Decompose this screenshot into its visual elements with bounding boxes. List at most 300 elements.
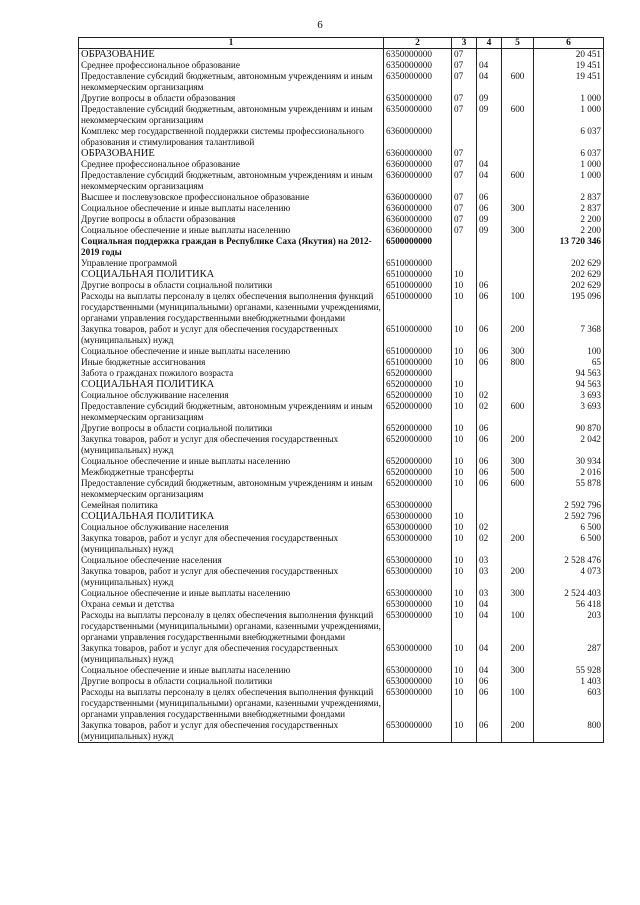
row-expense-type (502, 599, 534, 610)
row-name: Охрана семьи и детства (79, 599, 384, 610)
row-subsection: 06 (477, 687, 502, 720)
row-section: 10 (452, 533, 477, 555)
row-sum: 800 (534, 720, 604, 743)
row-subsection: 06 (477, 478, 502, 500)
row-name: Закупка товаров, работ и услуг для обеспечения государственных (муниципальных) нужд (79, 434, 384, 456)
row-section: 10 (452, 291, 477, 324)
table-row (79, 269, 604, 280)
table-row (79, 390, 604, 401)
row-subsection: 04 (477, 60, 502, 71)
table-row (79, 555, 604, 566)
row-section: 07 (452, 93, 477, 104)
row-name: Другие вопросы в области социальной политики (79, 280, 384, 291)
row-sum: 2 016 (534, 467, 604, 478)
row-target-code: 6520000000 (384, 456, 452, 467)
row-subsection: 02 (477, 522, 502, 533)
row-target-code: 6520000000 (384, 368, 452, 379)
row-expense-type (502, 126, 534, 148)
row-sum: 94 563 (534, 379, 604, 390)
row-sum: 56 418 (534, 599, 604, 610)
row-name: Другие вопросы в области образования (79, 93, 384, 104)
row-expense-type (502, 423, 534, 434)
page-number: 6 (317, 19, 323, 31)
row-sum: 6 037 (534, 148, 604, 159)
row-section: 10 (452, 324, 477, 346)
row-expense-type (502, 60, 534, 71)
table-row (79, 687, 604, 720)
row-expense-type (502, 258, 534, 269)
row-section: 10 (452, 434, 477, 456)
table-row (79, 368, 604, 379)
table-row (79, 346, 604, 357)
table-row (79, 49, 604, 61)
row-target-code: 6360000000 (384, 126, 452, 148)
row-subsection: 06 (477, 280, 502, 291)
row-name: Закупка товаров, работ и услуг для обеспечения государственных (муниципальных) нужд (79, 324, 384, 346)
table-row (79, 379, 604, 390)
row-section: 10 (452, 379, 477, 390)
row-section: 10 (452, 357, 477, 368)
row-section: 10 (452, 478, 477, 500)
row-expense-type: 600 (502, 71, 534, 93)
header-col-subsection: 4 (477, 38, 502, 49)
row-section: 07 (452, 170, 477, 192)
row-expense-type (502, 511, 534, 522)
row-subsection: 03 (477, 566, 502, 588)
table-row (79, 71, 604, 93)
row-target-code: 6510000000 (384, 280, 452, 291)
table-row (79, 720, 604, 743)
row-sum: 2 592 796 (534, 511, 604, 522)
table-row (79, 60, 604, 71)
row-target-code: 6360000000 (384, 192, 452, 203)
row-sum: 2 200 (534, 214, 604, 225)
row-target-code: 6510000000 (384, 258, 452, 269)
row-expense-type: 600 (502, 401, 534, 423)
row-section: 10 (452, 467, 477, 478)
row-target-code: 6530000000 (384, 665, 452, 676)
row-target-code: 6530000000 (384, 533, 452, 555)
row-section: 10 (452, 423, 477, 434)
row-sum: 13 720 346 (534, 236, 604, 258)
row-subsection: 04 (477, 170, 502, 192)
table-row (79, 500, 604, 511)
row-subsection: 06 (477, 192, 502, 203)
row-target-code: 6520000000 (384, 434, 452, 456)
row-section: 10 (452, 346, 477, 357)
row-expense-type (502, 148, 534, 159)
row-expense-type (502, 93, 534, 104)
row-subsection: 04 (477, 159, 502, 170)
budget-table (78, 37, 604, 743)
row-sum: 6 500 (534, 522, 604, 533)
row-target-code: 6530000000 (384, 676, 452, 687)
row-name: Расходы на выплаты персоналу в целях обеспечения выполнения функций государственными (муниципальными) органами, казенными учреждениями, органами управления государственными внебюджетными фондами (79, 687, 384, 720)
row-expense-type: 300 (502, 588, 534, 599)
row-target-code: 6530000000 (384, 511, 452, 522)
row-expense-type: 300 (502, 665, 534, 676)
row-name: ОБРАЗОВАНИЕ (79, 148, 384, 159)
row-subsection: 06 (477, 434, 502, 456)
row-subsection: 02 (477, 390, 502, 401)
row-name: СОЦИАЛЬНАЯ ПОЛИТИКА (79, 379, 384, 390)
table-row (79, 533, 604, 555)
table-row (79, 434, 604, 456)
row-target-code: 6360000000 (384, 170, 452, 192)
row-expense-type: 200 (502, 324, 534, 346)
row-target-code: 6520000000 (384, 390, 452, 401)
row-expense-type (502, 379, 534, 390)
row-target-code: 6350000000 (384, 60, 452, 71)
row-expense-type (502, 280, 534, 291)
row-sum: 3 693 (534, 401, 604, 423)
row-subsection: 09 (477, 214, 502, 225)
row-subsection (477, 258, 502, 269)
row-subsection: 06 (477, 676, 502, 687)
row-subsection: 06 (477, 346, 502, 357)
row-target-code: 6510000000 (384, 346, 452, 357)
table-row (79, 643, 604, 665)
row-expense-type (502, 555, 534, 566)
row-expense-type: 600 (502, 170, 534, 192)
row-target-code: 6530000000 (384, 599, 452, 610)
table-row (79, 280, 604, 291)
row-name: Расходы на выплаты персоналу в целях обеспечения выполнения функций государственными (муниципальными) органами, казенными учреждениями, органами управления государственными внебюджетными фондами (79, 610, 384, 643)
row-sum: 6 037 (534, 126, 604, 148)
row-expense-type: 200 (502, 434, 534, 456)
row-expense-type: 300 (502, 203, 534, 214)
row-subsection (477, 379, 502, 390)
row-name: Предоставление субсидий бюджетным, автономным учреждениям и иным некоммерческим организациям (79, 104, 384, 126)
row-sum: 603 (534, 687, 604, 720)
row-expense-type (502, 390, 534, 401)
row-sum: 19 451 (534, 71, 604, 93)
row-sum: 30 934 (534, 456, 604, 467)
row-sum: 2 200 (534, 225, 604, 236)
row-target-code: 6530000000 (384, 522, 452, 533)
row-section: 10 (452, 511, 477, 522)
row-subsection: 04 (477, 71, 502, 93)
row-subsection (477, 126, 502, 148)
row-expense-type (502, 214, 534, 225)
row-subsection: 04 (477, 610, 502, 643)
row-name: Социальное обеспечение и иные выплаты населению (79, 225, 384, 236)
row-subsection (477, 500, 502, 511)
row-name: Социальное обеспечение населения (79, 555, 384, 566)
row-section: 10 (452, 687, 477, 720)
row-sum: 1 000 (534, 170, 604, 192)
row-name: Социальное обеспечение и иные выплаты населению (79, 588, 384, 599)
row-subsection (477, 49, 502, 61)
row-subsection: 02 (477, 401, 502, 423)
row-section: 07 (452, 203, 477, 214)
row-subsection (477, 236, 502, 258)
table-row (79, 126, 604, 148)
table-row (79, 148, 604, 159)
row-name: Предоставление субсидий бюджетным, автономным учреждениям и иным некоммерческим организациям (79, 170, 384, 192)
row-section: 10 (452, 599, 477, 610)
row-name: Закупка товаров, работ и услуг для обеспечения государственных (муниципальных) нужд (79, 533, 384, 555)
row-target-code: 6530000000 (384, 588, 452, 599)
row-expense-type: 600 (502, 478, 534, 500)
row-expense-type (502, 676, 534, 687)
row-sum: 20 451 (534, 49, 604, 61)
row-subsection: 02 (477, 533, 502, 555)
row-expense-type: 100 (502, 610, 534, 643)
row-name: Социальное обслуживание населения (79, 522, 384, 533)
row-expense-type: 300 (502, 225, 534, 236)
row-name: Предоставление субсидий бюджетным, автономным учреждениям и иным некоммерческим организациям (79, 401, 384, 423)
row-name: Семейная политика (79, 500, 384, 511)
table-row (79, 236, 604, 258)
table-row (79, 258, 604, 269)
row-section: 07 (452, 60, 477, 71)
row-subsection: 06 (477, 423, 502, 434)
row-sum: 195 096 (534, 291, 604, 324)
row-sum: 6 500 (534, 533, 604, 555)
row-expense-type (502, 159, 534, 170)
row-section: 07 (452, 159, 477, 170)
row-subsection: 09 (477, 225, 502, 236)
row-expense-type: 300 (502, 346, 534, 357)
row-expense-type (502, 49, 534, 61)
row-sum: 7 368 (534, 324, 604, 346)
row-name: Управление программой (79, 258, 384, 269)
row-section (452, 500, 477, 511)
table-row (79, 192, 604, 203)
row-target-code: 6510000000 (384, 269, 452, 280)
row-sum: 202 629 (534, 280, 604, 291)
row-sum: 1 000 (534, 104, 604, 126)
row-subsection: 06 (477, 357, 502, 368)
header-row (79, 38, 604, 49)
row-subsection: 06 (477, 324, 502, 346)
row-subsection: 06 (477, 456, 502, 467)
row-expense-type (502, 192, 534, 203)
row-target-code: 6350000000 (384, 71, 452, 93)
row-sum: 3 693 (534, 390, 604, 401)
row-target-code: 6510000000 (384, 324, 452, 346)
row-sum: 55 878 (534, 478, 604, 500)
row-subsection: 06 (477, 291, 502, 324)
row-subsection: 04 (477, 643, 502, 665)
table-row (79, 522, 604, 533)
table-row (79, 423, 604, 434)
row-name: СОЦИАЛЬНАЯ ПОЛИТИКА (79, 511, 384, 522)
row-section: 07 (452, 49, 477, 61)
row-name: Социальная поддержка граждан в Республике Саха (Якутия) на 2012-2019 годы (79, 236, 384, 258)
row-expense-type (502, 269, 534, 280)
row-name: Среднее профессиональное образование (79, 60, 384, 71)
row-name: Высшее и послевузовское профессиональное образование (79, 192, 384, 203)
row-section: 10 (452, 280, 477, 291)
row-subsection: 09 (477, 104, 502, 126)
row-expense-type (502, 522, 534, 533)
row-expense-type (502, 500, 534, 511)
row-name: Социальное обеспечение и иные выплаты населению (79, 203, 384, 214)
header-col-sum: 6 (534, 38, 604, 49)
row-subsection: 06 (477, 203, 502, 214)
table-row (79, 456, 604, 467)
table-row (79, 225, 604, 236)
row-subsection (477, 511, 502, 522)
row-sum: 2 592 796 (534, 500, 604, 511)
row-section: 07 (452, 71, 477, 93)
row-expense-type: 500 (502, 467, 534, 478)
row-subsection: 03 (477, 555, 502, 566)
row-name: Закупка товаров, работ и услуг для обеспечения государственных (муниципальных) нужд (79, 566, 384, 588)
row-section: 07 (452, 192, 477, 203)
row-expense-type (502, 236, 534, 258)
row-target-code: 6510000000 (384, 291, 452, 324)
row-section: 07 (452, 214, 477, 225)
row-subsection: 06 (477, 720, 502, 743)
row-name: Закупка товаров, работ и услуг для обеспечения государственных (муниципальных) нужд (79, 720, 384, 743)
table-row (79, 467, 604, 478)
row-sum: 4 073 (534, 566, 604, 588)
header-col-expense-type: 5 (502, 38, 534, 49)
row-section: 10 (452, 456, 477, 467)
table-row (79, 566, 604, 588)
table-row (79, 478, 604, 500)
row-section: 10 (452, 269, 477, 280)
row-sum: 202 629 (534, 269, 604, 280)
row-name: Другие вопросы в области социальной политики (79, 423, 384, 434)
row-expense-type (502, 368, 534, 379)
row-name: Социальное обеспечение и иные выплаты населению (79, 665, 384, 676)
row-expense-type: 300 (502, 456, 534, 467)
table-row (79, 214, 604, 225)
row-name: Закупка товаров, работ и услуг для обеспечения государственных (муниципальных) нужд (79, 643, 384, 665)
row-subsection (477, 269, 502, 280)
header-col-name: 1 (79, 38, 384, 49)
table-row (79, 599, 604, 610)
row-sum: 94 563 (534, 368, 604, 379)
row-sum: 2 042 (534, 434, 604, 456)
row-name: Социальное обеспечение и иные выплаты населению (79, 346, 384, 357)
row-section: 10 (452, 720, 477, 743)
row-sum: 2 528 476 (534, 555, 604, 566)
row-target-code: 6360000000 (384, 214, 452, 225)
row-name: ОБРАЗОВАНИЕ (79, 49, 384, 61)
row-target-code: 6350000000 (384, 49, 452, 61)
header-col-section: 3 (452, 38, 477, 49)
row-expense-type: 800 (502, 357, 534, 368)
row-name: Иные бюджетные ассигнования (79, 357, 384, 368)
row-sum: 19 451 (534, 60, 604, 71)
row-sum: 2 837 (534, 203, 604, 214)
row-section: 10 (452, 588, 477, 599)
row-target-code: 6360000000 (384, 148, 452, 159)
row-target-code: 6360000000 (384, 203, 452, 214)
row-sum: 2 837 (534, 192, 604, 203)
row-name: Другие вопросы в области образования (79, 214, 384, 225)
row-subsection: 04 (477, 599, 502, 610)
row-expense-type: 100 (502, 291, 534, 324)
row-section (452, 236, 477, 258)
row-subsection: 06 (477, 467, 502, 478)
row-target-code: 6510000000 (384, 357, 452, 368)
row-name: Комплекс мер государственной поддержки системы профессионального образования и стимулирования талантливой (79, 126, 384, 148)
row-expense-type: 100 (502, 687, 534, 720)
row-section: 07 (452, 148, 477, 159)
row-section: 10 (452, 665, 477, 676)
row-target-code: 6360000000 (384, 159, 452, 170)
row-target-code: 6530000000 (384, 643, 452, 665)
table-row (79, 665, 604, 676)
row-section: 10 (452, 643, 477, 665)
row-sum: 90 870 (534, 423, 604, 434)
row-name: СОЦИАЛЬНАЯ ПОЛИТИКА (79, 269, 384, 280)
row-section: 07 (452, 225, 477, 236)
row-sum: 65 (534, 357, 604, 368)
row-target-code: 6530000000 (384, 720, 452, 743)
row-name: Предоставление субсидий бюджетным, автономным учреждениям и иным некоммерческим организациям (79, 478, 384, 500)
row-target-code: 6530000000 (384, 500, 452, 511)
table-row (79, 401, 604, 423)
row-section: 10 (452, 390, 477, 401)
row-name: Другие вопросы в области социальной политики (79, 676, 384, 687)
row-expense-type: 200 (502, 533, 534, 555)
row-target-code: 6530000000 (384, 555, 452, 566)
table-row (79, 357, 604, 368)
row-section: 10 (452, 401, 477, 423)
table-row (79, 676, 604, 687)
row-target-code: 6350000000 (384, 93, 452, 104)
row-section: 10 (452, 522, 477, 533)
row-name: Социальное обслуживание населения (79, 390, 384, 401)
row-target-code: 6530000000 (384, 610, 452, 643)
row-target-code: 6500000000 (384, 236, 452, 258)
table-body (79, 49, 604, 743)
row-target-code: 6350000000 (384, 104, 452, 126)
table-row (79, 588, 604, 599)
row-expense-type: 600 (502, 104, 534, 126)
row-sum: 1 403 (534, 676, 604, 687)
table-row (79, 610, 604, 643)
table-row (79, 104, 604, 126)
row-target-code: 6520000000 (384, 401, 452, 423)
table-row (79, 324, 604, 346)
row-expense-type: 200 (502, 643, 534, 665)
row-section (452, 258, 477, 269)
table-row (79, 291, 604, 324)
row-section (452, 126, 477, 148)
row-target-code: 6520000000 (384, 379, 452, 390)
row-name: Межбюджетные трансферты (79, 467, 384, 478)
row-subsection: 09 (477, 93, 502, 104)
row-sum: 55 928 (534, 665, 604, 676)
table-row (79, 203, 604, 214)
row-target-code: 6520000000 (384, 478, 452, 500)
row-section: 10 (452, 610, 477, 643)
row-section: 10 (452, 555, 477, 566)
row-name: Среднее профессиональное образование (79, 159, 384, 170)
row-subsection: 03 (477, 588, 502, 599)
row-name: Расходы на выплаты персоналу в целях обеспечения выполнения функций государственными (муниципальными) органами, казенными учреждениями, органами управления государственными внебюджетными фондами (79, 291, 384, 324)
table-row (79, 159, 604, 170)
row-section: 07 (452, 104, 477, 126)
table-header (79, 38, 604, 49)
row-target-code: 6360000000 (384, 225, 452, 236)
table-row (79, 93, 604, 104)
row-target-code: 6520000000 (384, 423, 452, 434)
row-name: Предоставление субсидий бюджетным, автономным учреждениям и иным некоммерческим организациям (79, 71, 384, 93)
row-section (452, 368, 477, 379)
row-sum: 202 629 (534, 258, 604, 269)
header-col-code: 2 (384, 38, 452, 49)
row-sum: 203 (534, 610, 604, 643)
